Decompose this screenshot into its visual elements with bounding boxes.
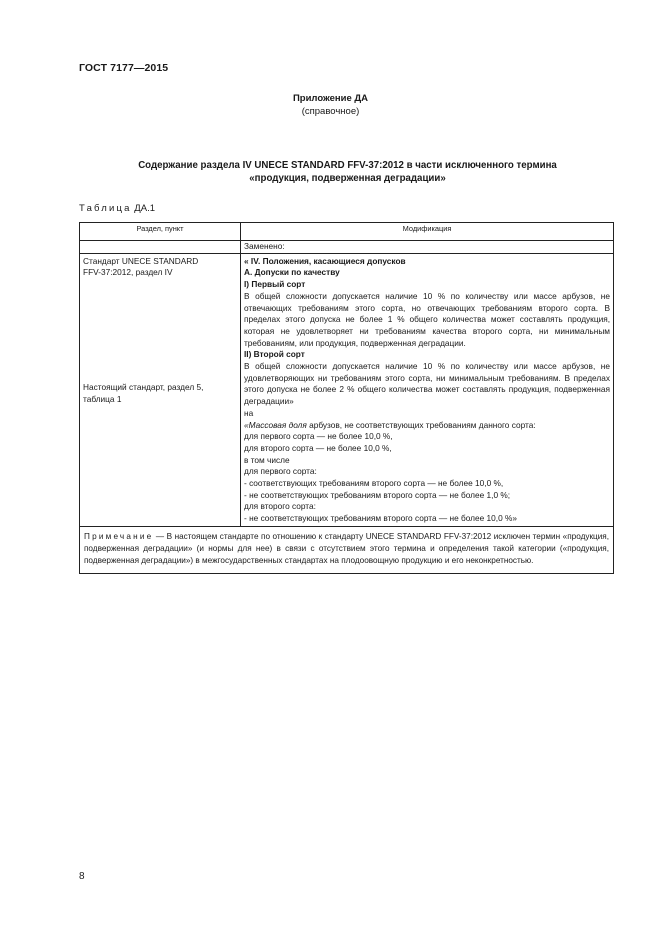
first-grade-text: В общей сложности допускается наличие 10 % по количеству или массе арбузов, не отвечающих требованиям этого сорта, но отвечающих требованиям второго сорта. В пределах этого допуска не более 1 % общего количества может составлять продукция, которая не удовлетворяет ни требованиям качества второго сорта, ни минимальным требованиям, или продукция, подверженная деградации. [244, 290, 610, 348]
heading-a: А. Допуски по качеству [244, 267, 340, 278]
note-label: Примечание [84, 531, 154, 541]
list-item: - соответствующих требованиям второго сорта — не более 10,0 %, [244, 478, 504, 489]
second-grade-limit: для второго сорта — не более 10,0 %, [244, 442, 392, 453]
appendix-title: Приложение ДА [292, 93, 369, 104]
mass-fraction-italic: «Массовая доля [244, 419, 307, 430]
table-header-row [80, 223, 614, 241]
table-cell-empty [80, 241, 241, 254]
section-title-line-1: Содержание раздела IV UNECE STANDARD FFV-37:2012 в части исключенного термина [138, 160, 557, 171]
mass-fraction-line [244, 420, 610, 432]
list-item: - не соответствующих требованиям второго сорта — не более 10,0 %» [244, 513, 517, 524]
modification-cell [241, 253, 614, 526]
table-row [80, 253, 614, 526]
unece-reference-line-2: FFV-37:2012, раздел IV [83, 267, 173, 278]
standard-reference [83, 382, 237, 405]
appendix-subtitle: (справочное) [301, 106, 360, 117]
heading-first-grade: I) Первый сорт [244, 279, 306, 290]
note-cell [80, 526, 614, 573]
for-second-grade-label: для второго сорта: [244, 501, 316, 512]
table-label-number: ДА.1 [134, 203, 155, 214]
replaced-label: Заменено: [241, 241, 614, 254]
column-header-modification: Модификация [241, 223, 614, 241]
second-grade-text: В общей сложности допускается наличие 10 % по количеству или массе арбузов, не удовлетворяющих ни требованиям этого сорта, ни минимальным требованиям. В пределах этого допуска не более 2 % общего количества может составлять продукция, подверженная деградации» [244, 361, 610, 407]
heading-second-grade: II) Второй сорт [244, 349, 305, 360]
section-title-line-2: «продукция, подверженная деградации» [249, 173, 446, 184]
first-grade-limit: для первого сорта — не более 10,0 %, [244, 431, 393, 442]
section-reference-cell [80, 253, 241, 526]
modification-table [79, 222, 614, 574]
mass-fraction-rest: арбузов, не соответствующих требованиям данного сорта: [306, 419, 536, 430]
table-label [79, 203, 155, 214]
page-number: 8 [79, 871, 85, 882]
standard-reference-line-2: таблица 1 [83, 393, 122, 404]
for-first-grade-label: для первого сорта: [244, 466, 317, 477]
including-label: в том числе [244, 454, 290, 465]
document-header: ГОСТ 7177—2015 [79, 62, 169, 74]
note-text: — В настоящем стандарте по отношению к стандарту UNECE STANDARD FFV-37:2012 исключен термин «продукция, подверженная деградации» (и нормы для нее) в связи с отсутствием этого термина и определения такой категории («продукция, подверженная деградации») в межгосударственных стандартах на плодоовощную продукцию и его неконкретностью. [84, 531, 609, 565]
replacement-on: на [244, 407, 254, 418]
unece-reference [83, 254, 237, 279]
note-row [80, 526, 614, 573]
column-header-section: Раздел, пункт [80, 223, 241, 241]
section-title [90, 159, 605, 185]
heading-iv: « IV. Положения, касающиеся допусков [244, 255, 406, 266]
list-item: - не соответствующих требованиям второго сорта — не более 1,0 %; [244, 489, 511, 500]
standard-reference-line-1: Настоящий стандарт, раздел 5, [83, 382, 204, 393]
table-row [80, 241, 614, 254]
unece-reference-line-1: Стандарт UNECE STANDARD [83, 255, 199, 266]
table-label-word: Таблица [79, 203, 132, 214]
